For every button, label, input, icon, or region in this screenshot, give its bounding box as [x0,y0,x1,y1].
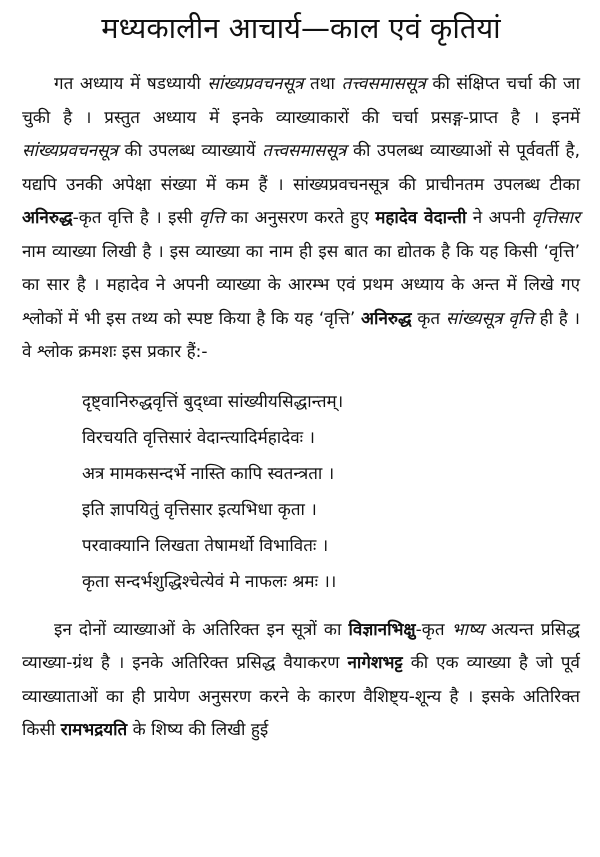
text-run: की संक्षिप्त चर्चा की जा चुकी है । प्रस्तुत अध्याय में इनके व्याख्याकारों की चर्चा प्रसङ्ग-प्राप्त है । इनमें [22,74,580,128]
text-run: तथा [303,74,342,94]
verse-line: इति ज्ञापयितुं वृत्तिसार इत्यभिधा कृता । [82,499,317,520]
text-run: ने अपनी [466,208,532,228]
bold-name: विज्ञानभिक्षु [348,619,416,640]
text-run: कृत [411,308,446,329]
text-run: का अनुसरण करते हुए [224,208,376,228]
bold-name: अनिरुद्ध [22,208,73,228]
paragraph-1 [22,68,580,370]
italic-term: वृत्ति [198,208,225,228]
verse-line: कृता सन्दर्भशुद्धिश्चेत्येवं मे नाफलः श्रमः ।। [82,571,337,592]
italic-term: सांख्यप्रवचनसूत्र [22,141,118,161]
italic-term: भाष्य [451,619,484,640]
text-run: ही है । वे श्लोक क्रमशः इस प्रकार हैं:- [22,308,580,362]
bold-name: महादेव वेदान्ती [375,208,467,228]
verse-block [82,384,580,600]
text-run: गत अध्याय में षडध्यायी [54,74,208,94]
italic-term: वृत्तिसार [531,208,580,228]
bold-name: रामभद्रयति [60,720,128,740]
page-title: मध्यकालीन आचार्य—काल एवं कृतियां [101,11,501,45]
verse-line: विरचयति वृत्तिसारं वेदान्त्यादिर्महादेवः । [82,427,315,448]
italic-term: तत्त्वसमाससूत्र [341,74,426,94]
text-run: -कृत वृत्ति है । इसी [72,208,199,228]
italic-term: तत्त्वसमाससूत्र [262,141,347,161]
bold-name: नागेशभट्ट [347,653,403,673]
text-run: नाम व्याख्या लिखी है । इस व्याख्या का नाम ही इस बात का द्योतक है कि यह किसी ‘वृत्ति’ का सार है । महादेव ने अपनी व्याख्या के आरम्भ एवं प्रथम अध्याय के अन्त में लिखे गए श्लोकों में भी इस तथ्य को स्पष्ट किया है कि यह ‘वृत्ति’ [22,241,580,329]
text-run: अत्यन्त प्रसिद्ध व्याख्या-ग्रंथ है । इनके अतिरिक्त प्रसिद्ध वैयाकरण [22,619,580,673]
verse-line: अत्र मामकसन्दर्भे नास्ति कापि स्वतन्त्रता । [82,463,335,484]
text-run: की उपलब्ध व्याख्यायें [117,141,263,161]
verse-line: परवाक्यानि लिखता तेषामर्थो विभावितः । [82,535,329,556]
text-run: की उपलब्ध व्याख्याओं से पूर्ववर्ती है, यद्यपि उनकी अपेक्षा संख्या में कम हैं । सांख्यप्रवचनसूत्र की प्राचीनतम उपलब्ध टीका [22,141,580,195]
text-run: -कृत [415,619,452,640]
bold-name: अनिरुद्ध [361,308,412,329]
verse-line: दृष्ट्वानिरुद्धवृत्तिं बुद्ध्वा सांख्यीयसिद्धान्तम्। [82,391,344,412]
italic-term: सांख्यसूत्र वृत्ति [445,308,534,329]
text-run: इन दोनों व्याख्याओं के अतिरिक्त इन सूत्रों का [54,619,349,640]
text-run: की एक व्याख्या है जो पूर्व व्याख्याताओं का ही प्रायेण अनुसरण करने के कारण वैशिष्ट्य-शून्य है । इसके अतिरिक्त किसी [22,653,580,740]
paragraph-2 [22,614,580,748]
italic-term: सांख्यप्रवचनसूत्र [207,74,304,94]
text-run: के शिष्य की लिखी हुई [127,720,269,740]
